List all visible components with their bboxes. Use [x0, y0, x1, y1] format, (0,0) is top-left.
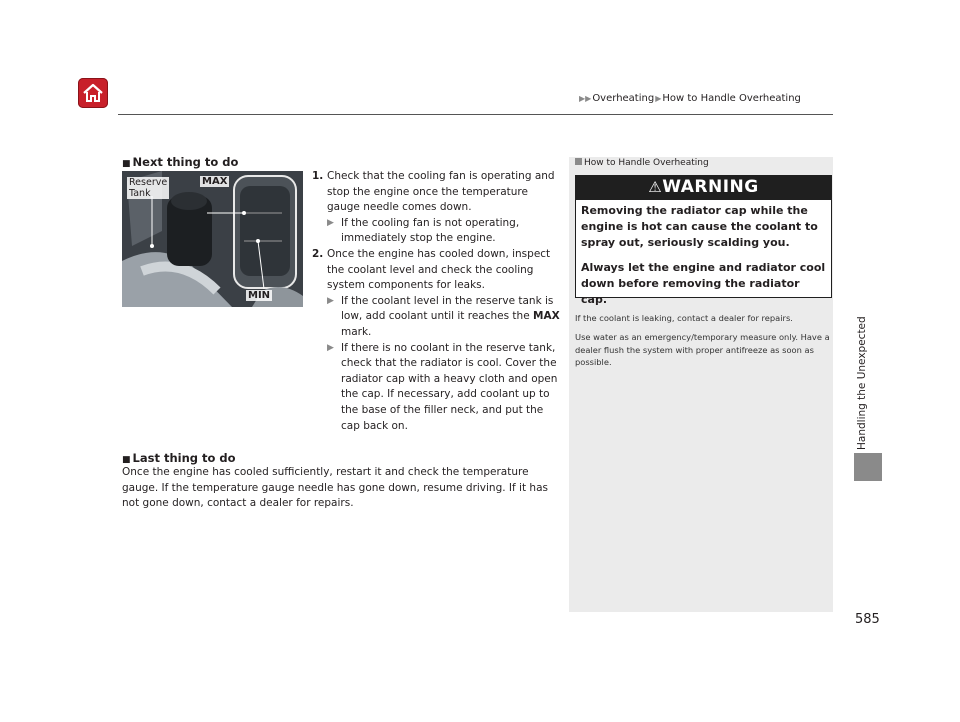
breadcrumb — [578, 93, 801, 104]
warning-header: ⚠WARNING — [575, 175, 832, 200]
engine-reserve-tank-photo — [122, 171, 303, 307]
section-heading-next: ■ Next thing to do — [122, 155, 239, 169]
home-icon[interactable] — [78, 78, 108, 108]
step-2-sub-1: ▶ If the coolant level in the reserve tank is low, add coolant until it reaches the MAX mark. — [327, 294, 560, 341]
triangle-right-icon: ▶ — [327, 217, 334, 228]
section-heading-last: ■ Last thing to do — [122, 451, 236, 465]
step-2-sub-2: ▶ If there is no coolant in the reserve tank, check that the radiator is cool. Cover the radiator cap with a heavy cloth and open the cap. If necessary, add coolant up to the base of the filler neck, and put the cap back on. — [327, 341, 560, 435]
warning-text-2: Always let the engine and radiator cool down before removing the radiator cap. — [581, 261, 826, 306]
breadcrumb-how-to-handle[interactable]: How to Handle Overheating — [662, 93, 801, 104]
warning-text-1: Removing the radiator cap while the engine is hot can cause the coolant to spray out, seriously scalding you. — [581, 204, 818, 249]
header-rule — [118, 114, 833, 115]
warning-triangle-icon: ⚠ — [648, 178, 663, 196]
chapter-label: Handling the Unexpected — [856, 316, 868, 450]
step-2: 2. Once the engine has cooled down, inspect the coolant level and check the cooling system components for leaks. — [312, 247, 551, 292]
section2-body: Once the engine has cooled sufficiently, restart it and check the temperature gauge. If the temperature gauge needle has gone down, resume driving. If it has not gone down, contact a dealer for repairs. — [122, 466, 548, 510]
note-water: Use water as an emergency/temporary measure only. Have a dealer flush the system with proper antifreeze as soon as possible. — [575, 332, 830, 367]
page-number: 585 — [855, 612, 880, 627]
reference-icon — [575, 158, 582, 165]
triangle-right-icon: ▶ — [655, 94, 662, 103]
square-bullet-icon: ■ — [122, 159, 131, 169]
triangle-right-icon: ▶ — [327, 295, 334, 306]
triangle-right-icon: ▶▶ — [579, 94, 592, 103]
chapter-tab — [854, 453, 882, 481]
label-max: MAX — [202, 176, 228, 187]
steps-list — [312, 169, 560, 434]
warning-box — [575, 200, 832, 306]
square-bullet-icon: ■ — [122, 455, 131, 465]
triangle-right-icon: ▶ — [327, 342, 334, 353]
step-1-sub-1: ▶ If the cooling fan is not operating, immediately stop the engine. — [327, 216, 560, 247]
house-glyph — [82, 82, 104, 104]
note-leaking: If the coolant is leaking, contact a dealer for repairs. — [575, 313, 793, 323]
step-1: 1. Check that the cooling fan is operating and stop the engine once the temperature gauge needle comes down. — [312, 170, 555, 214]
label-reserve-tank: Reserve Tank — [129, 177, 168, 199]
breadcrumb-overheating[interactable]: Overheating — [592, 93, 655, 104]
sidebar-title: How to Handle Overheating — [575, 158, 709, 168]
label-min: MIN — [248, 290, 271, 301]
